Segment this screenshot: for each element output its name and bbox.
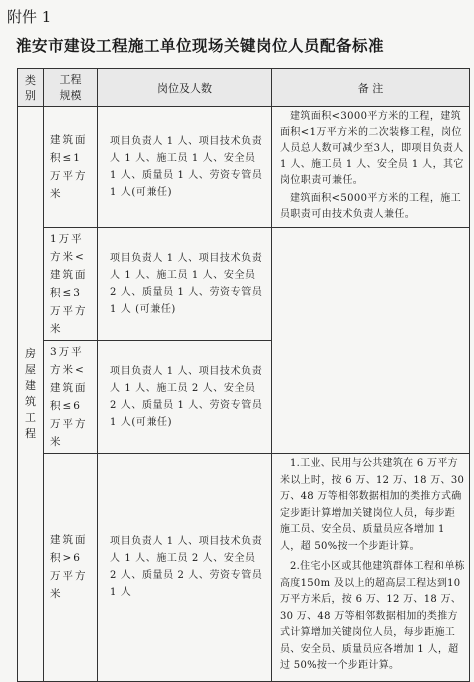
header-posts: 岗位及人数 xyxy=(98,69,272,107)
note-paragraph: 建筑面积<3000平方米的工程，建筑面积<1万平方米的二次装修工程，岗位人员总人数可减少至3人，即项目负责人 1 人、施工员 1 人、安全员 1 人，其它岗位职责可兼任。 xyxy=(280,111,464,186)
staffing-standard-table xyxy=(17,68,470,682)
note-large-projects xyxy=(272,454,470,682)
header-category: 类别 xyxy=(18,69,44,107)
posts-cell: 项目负责人 1 人、项目技术负责人 1 人、施工员 2 人、安全员 2 人、质量员 1 人、劳资专管员 1 人(可兼任) xyxy=(98,341,272,454)
posts-cell: 项目负责人 1 人、项目技术负责人 1 人、施工员 1 人、安全员 2 人、质量员 1 人、劳资专管员 1 人 (可兼任) xyxy=(98,228,272,341)
category-cell: 房屋建筑工程 xyxy=(18,107,44,682)
attachment-label: 附件 1 xyxy=(7,8,52,26)
header-notes: 备 注 xyxy=(272,69,470,107)
table-row xyxy=(18,107,470,228)
document-title: 淮安市建设工程施工单位现场关键岗位人员配备标准 xyxy=(16,37,385,55)
note-paragraph: 1.工业、民用与公共建筑在 6 万平方米以上时，按 6 万、12 万、18 万、30 万、48 万等相邻数据相加的类推方式确定步距计算增加关键岗位人员，每步距施工员、安全员、质量员应各增加 1 人，超 50%按一个步距计算。 xyxy=(280,458,465,552)
table-header-row xyxy=(18,69,470,107)
note-empty-cell xyxy=(272,228,470,454)
note-paragraph: 建筑面积<5000平方米的工程，施工员职责可由技术负责人兼任。 xyxy=(280,193,462,220)
table-row xyxy=(18,454,470,682)
posts-cell: 项目负责人 1 人、项目技术负责人 1 人、施工员 2 人、安全员 2 人、质量员 2 人、劳资专管员 1 人 xyxy=(98,454,272,682)
table-row xyxy=(18,228,470,341)
header-scale: 工程规模 xyxy=(44,69,98,107)
note-small-projects xyxy=(272,107,470,228)
scale-cell: 建筑面积>6万平方米 xyxy=(44,454,98,682)
scale-cell: 1万平方米<建筑面积≤3万平方米 xyxy=(44,228,98,341)
note-paragraph: 2.住宅小区或其他建筑群体工程和单栋高度150m 及以上的超高层工程达到10万平方米后，按 6 万、12 万、18 万、30 万、48 万等相邻数据相加的类推方式计算增加关键岗位人员，每步距施工员、安全员、质量员应各增加 1 人，超过 50%按一个步距计算。 xyxy=(280,561,465,671)
posts-cell: 项目负责人 1 人、项目技术负责人 1 人、施工员 1 人、安全员 1 人、质量员 1 人、劳资专管员 1 人(可兼任) xyxy=(98,107,272,228)
scale-cell: 3万平方米<建筑面积≤6万平方米 xyxy=(44,341,98,454)
scale-cell: 建筑面积≤1万平方米 xyxy=(44,107,98,228)
